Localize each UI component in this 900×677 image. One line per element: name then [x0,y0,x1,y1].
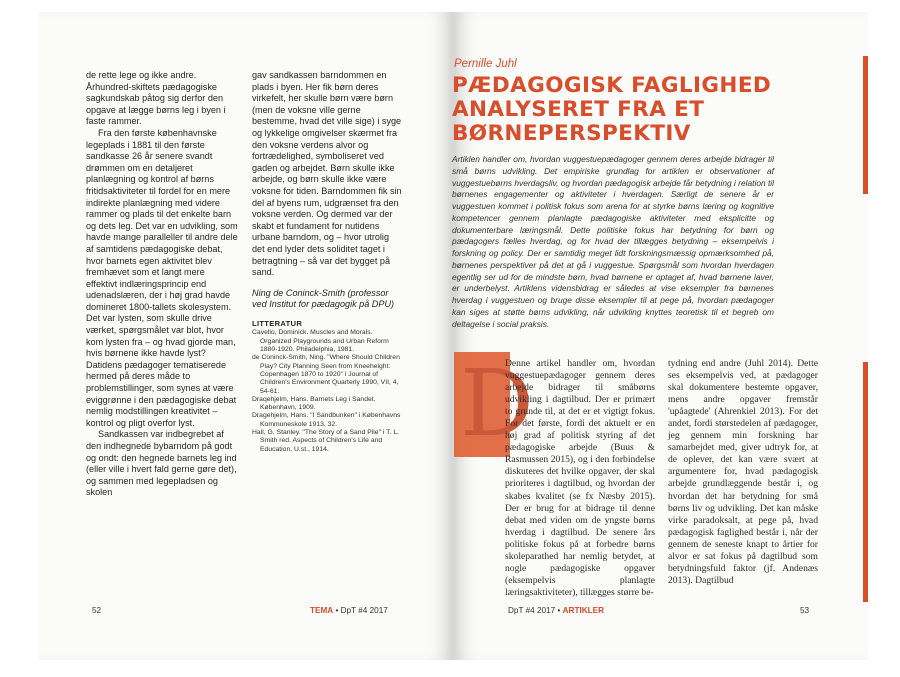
footer-journal: DpT #4 2017 • [508,606,561,615]
footer-section: ARTIKLER [562,606,605,615]
paragraph: gav sandkassen barndommen en plads i byen. Her fik børn deres virkefelt, her skulle børn være børn (men de voksne ville gerne bestemme, hvad det ville sige) i syge og lykkelige omgivelser skærmet fra den voksne verdens alvor og fortrædelighed, symboliseret ved gaden og arbejdet. Børn skulle ikke arbejde, og børn skulle ikke være voksne for tiden. Barndommen fik sin del af byens rum, udgrænset fra den voksne verden. Og dermed var der skabt et fundament for nutidens urbane barndom, og – hvor utrolig det end lyder dets soliditet taget i betragtning – så var det bygget på sand. [252,70,402,278]
literature-item: Cavello, Dominick. Muscles and Morals. Organized Playgrounds and Urban Reform 1880-1920. Philadelphia, 1981. [252,329,389,354]
paragraph: de rette lege og ikke andre. Århundred-skiftets pædagogiske sagkundskab påtog sig derfor den opgave at lægge børns leg i byen i faste rammer. [86,70,226,127]
body-column-2 [668,358,818,587]
footer-right [508,606,604,615]
footer-section: TEMA [310,606,334,615]
literature-item: Draqehjelm, Hans. Barnets Leg i Sandet. København, 1909. [252,395,376,412]
literature-item: de Coninck-Smith, Ning. "Where Should Children Play? City Planning Seen from Kneehelght: Copenhagen 1870 to 1920" i Journal of Children's Environment Quarterly 1990, VII, 4, 54-61. [252,354,400,395]
article-author: Pernille Juhl [454,58,517,70]
literature-item: Dragehjelm, Hans. "I Sandbunken" i Københavns Kommuneskole 1913, 32. [252,412,401,428]
paragraph: Sandkassen var indbegrebet af den indhegnede bybarndom på godt og ondt: den hegnede barnets leg ind (eller ville i hvert fald gerne gøre det), og sammen med legepladsen og skolen [86,429,237,498]
left-column-2 [252,70,404,454]
footer-journal: • DpT #4 2017 [335,606,388,615]
article-abstract: Artiklen handler om, hvordan vuggestuepædagoger gennem deres arbejde bidrager til små børns udvikling. Det empiriske grundlag for artiklen er observationer af vuggestuebørns hverdagsliv, og hvordan pædagogisk arbejde får betydning i relation til børnenes engagementer og aktiviteter i hverdagen. Særligt de senere år er vuggestuen kommet i politisk fokus som arena for at styrke børns læring og kognitive kompetencer gennem planlagte pædagogiske aktiviteter med eksplicitte og dokumenterbare læringsmål. Dette politiske fokus har betydning for børn og pædagogers fælles hverdag, og for hvad der tillægges betydning – eksempelvis i forskning og policy. Der er samtidig meget lidt forskningsmæssig opmærksomhed på, børnenes perspektiver på det at gå i vuggestue. Spørgsmål som hvordan hverdagen egentlig ser ud for de mindste børn, hvad børnene er optaget af, hvad børnene laver, er underbelyst. Artiklens vidensbidrag er således at vise eksempler fra børnenes hverdag i vuggestuen og bruge disse eksempler til at pege på, hvordan pædagoger kan siges at støtte børns udvikling, når udvikling knyttes teoretisk til et begreb om deltagelse i social praksis. [452,154,775,329]
footer-left [310,606,388,615]
paragraph: Fra den første københavnske legeplads i 1881 til den første sandkasse 26 år senere svandt drømmen om en detaljeret planlægning og kontrol af børns fritidsaktiviteter til fordel for en mere indirekte planlægning med videre rammer og plads til det enkelte barn og dets leg. Det var en udvikling, som havde mange paralleller til andre dele af samtidens pædagogiske debat, hvor barnets egen aktivitet blev fremhævet som et langt mere effektivt indlæringsprincip end udenadslæren, der i høj grad havde domineret 1800-tallets skolesystem. Det var lysten, som skulle drive værket, spørgsmålet var blot, hvor kom lysten fra – og hvad gjorde man, hvis børnene ikke havde lyst? Datidens pædagoger tematiserede hermed på deres måde to problemstillinger, som synes at være eviggrønne i den pædagogiske debat nemlig modstillingen kreativitet – kontrol og pligt overfor lyst. [86,127,238,428]
paragraph: Denne artikel handler om, hvordan vuggestuepædagoger gennem deres arbejde bidrager til småbørns udvikling i dagtilbud. Der er primært to grunde til, at det er et vigtigt fokus. For det første, fordi det aktuelt er en høj grad af politisk styring af det pædagogiske arbejde (Buus & Rasmussen 2015), og i den forbindelse diskuteres det hvilke opgaver, der skal prioriteres i dagtilbud, og hvordan der skabes kvalitet (se fx Næsby 2015). Der er brug for at bidrage til denne debat med viden om de yngste børns hverdag i dagtilbud. De senere års politiske fokus på at forbedre børns skoleparathed har nemlig betydet, at nogle pædagogiske opgaver (eksempelvis planlagte læringsaktiviteter), tillægges større be- [505,358,655,598]
literature-heading: LITTERATUR [252,318,303,328]
article-title: PÆDAGOGISK FAGLIGHED ANALYSERET FRA ET BØRNEPERSPEKTIV [452,73,772,146]
page-number-right: 53 [800,606,810,615]
drop-cap [454,350,534,457]
literature-item: Hall, G. Stanley. "The Story of a Sand Pile" i T. L. Smith red. Aspects of Children's Life and Education. U.st., 1914. [252,429,399,453]
left-column-1 [86,70,238,499]
body-column-1 [505,358,655,599]
paragraph: tydning end andre (Juhl 2014). Dette ses eksempelvis ved, at pædagoger skal dokumentere bestemte opgaver, mens andre opgaver fremstår 'upåagtede' (Ahrenkiel 2013). For det andet, fordi størstedelen af pædagoger, jeg gennem min forskning har samarbejdet med, giver udtryk for, at de oplever, det kan være svært at argumentere for, hvad pædagogisk arbejde grundlæggende består i, og hvordan det har betydning for små børns liv og udvikling. Det kan måske virke paradoksalt, at pege på, hvad pædagogisk faglighed består i, når der gennem de seneste knapt to årtier for alvor er sat fokus på dagtilbud som betydningsfuld faktor (jf. Andenæs 2013). Dagtilbud [668,358,818,586]
edge-marker-top [863,56,868,194]
author-signature: Ning de Coninck-Smith (professor ved Institut for pædagogik på DPU) [252,287,395,310]
drop-cap-letter: D [460,350,534,457]
edge-marker-bottom [863,362,868,602]
page-number-left: 52 [92,606,102,615]
